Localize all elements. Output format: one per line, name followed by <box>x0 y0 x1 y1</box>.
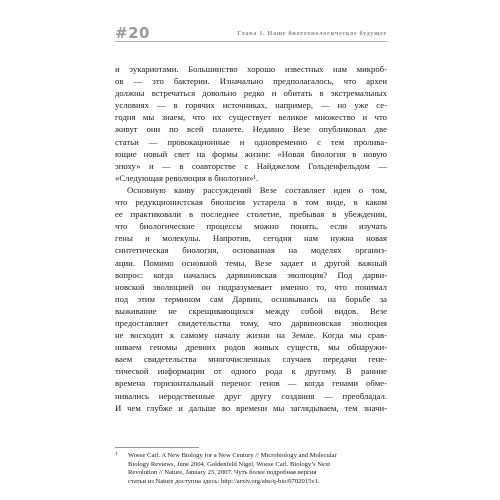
body-line: выживание не скрещивающихся между собой видов. Везе <box>115 305 387 316</box>
body-line: и эукариотами. Большинство хорошо известных нам микроб- <box>115 64 387 74</box>
body-line: тической информации от одного рода к другому. В ранние <box>115 366 387 377</box>
body-line: ваем свидетельства многочисленных случаев передачи гене- <box>115 354 387 365</box>
footnote-text <box>115 452 387 486</box>
body-line: под этим термином сам Дарвин, основываясь на борьбе за <box>115 293 387 304</box>
body-text <box>115 63 387 414</box>
footnote-rule <box>115 447 199 448</box>
body-line: ниваем геномы древних родов живых существ, мы обнаружи- <box>115 342 387 353</box>
body-line: гены и молекулы. Напротив, сегодня нам нужна новая <box>115 233 387 244</box>
body-line: годня мы знаем, что их существует великое множество и что <box>115 112 387 123</box>
body-line: статьи — провокационные и одновременно с тем пролива- <box>115 136 387 147</box>
body-line: И чем глубже и дальше во времени мы заглядываем, тем значи- <box>115 402 387 413</box>
footnote-line: статьи из Nature доступна здесь: http://arxiv.org/abs/q-bio/0702015v1. <box>128 477 320 485</box>
body-line: «Следующая революция в биологии»¹. <box>115 172 259 183</box>
body-line: нивались неродственные друг другу создания — преобладал. <box>115 390 387 401</box>
body-line: вопрос: когда началась дарвиновская эволюция? Под дарви- <box>115 269 387 280</box>
body-line: что редукционистская биология устарела в том виде, в каком <box>115 197 387 208</box>
footnote <box>115 452 387 486</box>
body-line: живут они по всей планете. Недавно Везе опубликовал две <box>115 124 387 135</box>
body-line: ющие новый свет на формы жизни: «Новая биология в новую <box>115 148 387 159</box>
page-number: #20 <box>115 24 150 42</box>
body-line: синтетическая биология, основанная на моделях организ- <box>115 245 387 256</box>
footnote-mark: 1 <box>115 452 118 457</box>
body-line: эпоху» и — в соавторстве с Найджелом Гольденфельдом — <box>115 160 387 171</box>
body-line: новской эволюцией он подразумевает именно то, что понимал <box>115 281 387 292</box>
body-line: времена горизонтальный перенос генов — когда генами обме- <box>115 378 387 389</box>
body-line: ее практиковали в последнее столетие, пребывая в убеждении, <box>115 209 387 220</box>
body-line: не восходит к самому началу жизни на Земле. Когда мы срав- <box>115 330 387 341</box>
header-rule <box>115 41 387 42</box>
body-line: предоставляет свидетельства тому, что дарвиновская эволюция <box>115 317 387 328</box>
body-line: ации. Помимо основной темы, Везе задает и другой важный <box>115 257 387 268</box>
body-line: Основную канву рассуждений Везе составляет идея о том, <box>127 184 387 195</box>
footnote-line: Biology Reviews, June 2004. Goldenfeld Nigel, Woese Carl. Biology’s Next <box>128 460 331 468</box>
footnote-line: Revolution // Nature, January 25, 2007. Чуть более подробная версия <box>128 469 317 477</box>
body-line: ов — это бактерии. Изначально предполагалось, что археи <box>115 76 387 87</box>
body-line: что биологические процессы можно понять, если изучать <box>115 221 387 232</box>
body-line: условиях — в горячих источниках, например, — но уже се- <box>115 100 387 111</box>
body-line: должны встречаться довольно редко и обитать в экстремальных <box>115 88 387 99</box>
footnote-line: Woese Carl. A New Biology for a New Century // Microbiology and Molecular <box>128 452 337 459</box>
running-head: Глава 1. Наше биотехнологическое будущее <box>237 30 387 37</box>
